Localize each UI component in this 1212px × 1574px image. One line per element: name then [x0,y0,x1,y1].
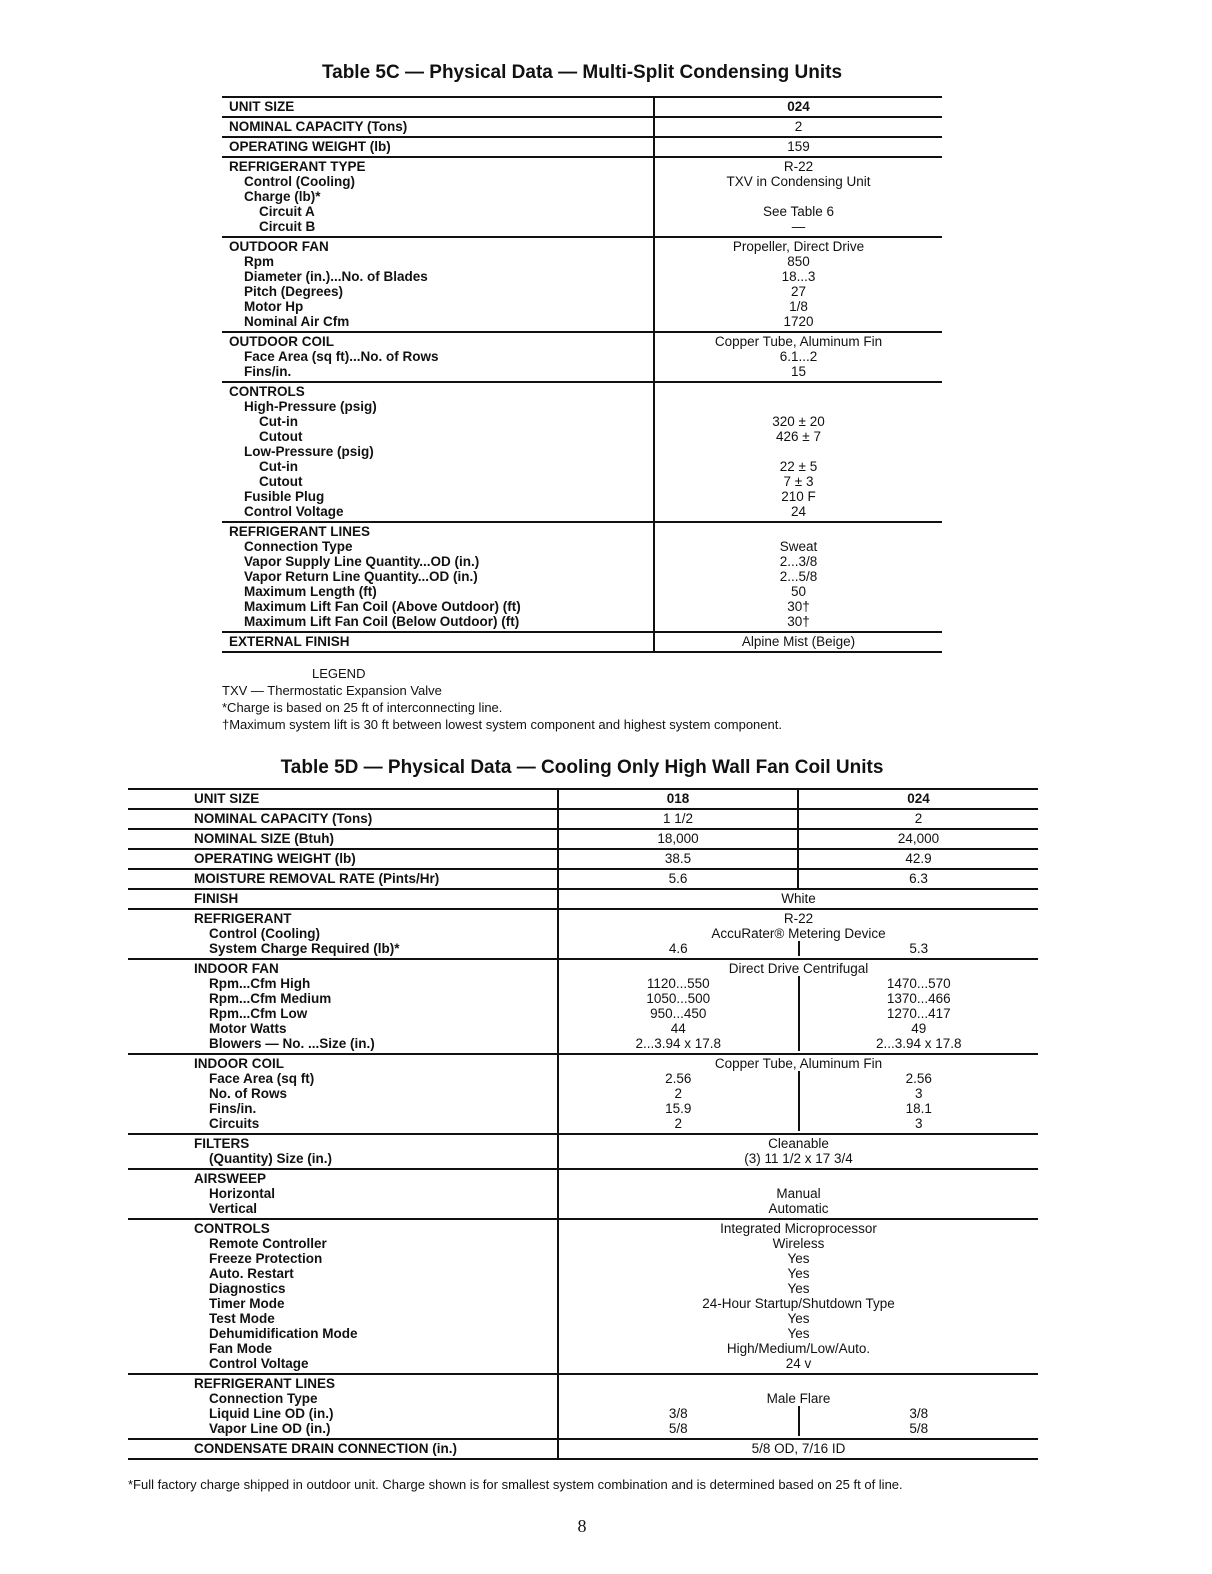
value-024 [798,789,1038,809]
value-018 [559,941,798,956]
row-value [558,909,1038,959]
value-cell: 024 [907,791,930,806]
label-cut-in: Cut-in [259,459,298,474]
value-cell: 6.3 [909,871,928,886]
row-label [222,237,654,332]
label-finish: FINISH [194,891,239,906]
table-row [128,829,1038,849]
row-value [654,332,942,382]
value-cell: 15.9 [665,1101,692,1116]
label-diagnostics: Diagnostics [209,1281,286,1296]
value-cell: 1270...417 [886,1006,951,1021]
label-operating-weight-lb: OPERATING WEIGHT (lb) [229,139,391,154]
row-label [222,97,654,117]
value-cell: Copper Tube, Aluminum Fin [714,1056,883,1071]
label-nominal-capacity-tons: NOMINAL CAPACITY (Tons) [194,811,373,826]
label-auto-restart: Auto. Restart [209,1266,294,1281]
value-cell [655,399,942,414]
row-value [558,1134,1038,1169]
value-cell: 1050...500 [646,991,711,1006]
value-cell: 1/8 [789,299,808,314]
split-columns [559,941,1038,956]
label-diameter-in-no-of-blades: Diameter (in.)...No. of Blades [244,269,428,284]
value-cell: 24 v [785,1356,812,1371]
label-system-charge-required-lb: System Charge Required (lb)* [209,941,400,956]
value-cell: See Table 6 [762,204,835,219]
label-cutout: Cutout [259,429,303,444]
label-control-voltage: Control Voltage [209,1356,309,1371]
value-cell: 018 [666,791,690,806]
value-cell: 1120...550 [646,976,710,991]
label-freeze-protection: Freeze Protection [209,1251,323,1266]
value-cell: Manual [776,1186,821,1201]
value-cell: 1370...466 [886,991,951,1006]
row-value [558,1219,1038,1374]
row-value [558,889,1038,909]
value-018 [558,869,798,889]
table-row [222,632,942,652]
note-charge: *Charge is based on 25 ft of interconnecting line. [222,700,503,715]
value-cell: 2...3.94 x 17.8 [875,1036,962,1051]
value-cell: 5/8 [668,1421,688,1436]
row-value [654,137,942,157]
label-control-cooling: Control (Cooling) [244,174,355,189]
value-024 [798,1071,1039,1131]
label-controls: CONTROLS [194,1221,270,1236]
value-cell: Direct Drive Centrifugal [728,961,869,976]
table-row [222,137,942,157]
label-charge-lb: Charge (lb)* [244,189,321,204]
label-dehumidification-mode: Dehumidification Mode [209,1326,358,1341]
label-rpm-cfm-medium: Rpm...Cfm Medium [209,991,332,1006]
label-vapor-return-line-quantity-od-in: Vapor Return Line Quantity...OD (in.) [244,569,478,584]
label-refrigerant-lines: REFRIGERANT LINES [194,1376,336,1391]
label-airsweep: AIRSWEEP [194,1171,267,1186]
label-controls: CONTROLS [229,384,305,399]
legend-title: LEGEND [312,666,366,681]
label-maximum-lift-fan-coil-below-outdoor-ft: Maximum Lift Fan Coil (Below Outdoor) (ft) [244,614,520,629]
label-circuit-a: Circuit A [259,204,315,219]
value-cell: 18.1 [905,1101,932,1116]
row-value [558,1169,1038,1219]
value-cell: AccuRater® Metering Device [711,926,886,941]
note-txv: TXV — Thermostatic Expansion Valve [222,683,442,698]
row-label [128,849,558,869]
value-cell: 22 ± 5 [779,459,818,474]
value-cell: Yes [787,1311,810,1326]
label-timer-mode: Timer Mode [209,1296,285,1311]
value-cell: 50 [790,584,807,599]
value-cell [655,444,942,459]
value-cell: 3 [914,1086,923,1101]
label-fins-in: Fins/in. [209,1101,257,1116]
row-label [128,1134,558,1169]
value-024 [798,941,1039,956]
value-cell: (3) 11 1/2 x 17 3/4 [744,1151,853,1166]
value-018 [558,789,798,809]
table-row [128,1169,1038,1219]
row-value [558,1054,1038,1134]
value-cell: 1 1/2 [662,811,694,826]
label-motor-hp: Motor Hp [244,299,304,314]
label-control-voltage: Control Voltage [244,504,344,519]
label-cut-in: Cut-in [259,414,298,429]
value-cell: Wireless [772,1236,825,1251]
row-label [222,137,654,157]
label-connection-type: Connection Type [209,1391,318,1406]
value-cell: 49 [911,1021,927,1036]
label-unit-size: UNIT SIZE [229,99,295,114]
row-label [128,1054,558,1134]
value-cell: 44 [670,1021,686,1036]
table-row [222,522,942,632]
value-cell: 2 [674,1116,682,1131]
value-cell: R-22 [783,159,814,174]
label-face-area-sq-ft: Face Area (sq ft) [209,1071,315,1086]
label-refrigerant: REFRIGERANT [194,911,292,926]
table-row [222,157,942,237]
table-row [128,1374,1038,1439]
value-cell: 24-Hour Startup/Shutdown Type [702,1296,895,1311]
label-vertical: Vertical [209,1201,258,1216]
value-cell: 5.6 [668,871,688,886]
label-rpm: Rpm [244,254,274,269]
table-row [222,97,942,117]
value-cell: 24 [790,504,807,519]
label-face-area-sq-ft-no-of-rows: Face Area (sq ft)...No. of Rows [244,349,439,364]
label-blowers-no-size-in: Blowers — No. ...Size (in.) [209,1036,375,1051]
label-pitch-degrees: Pitch (Degrees) [244,284,344,299]
label-liquid-line-od-in: Liquid Line OD (in.) [209,1406,334,1421]
split-columns [559,976,1038,1051]
value-cell: 42.9 [905,851,932,866]
table-row [222,382,942,522]
value-cell: 2...3/8 [779,554,818,569]
row-value [654,382,942,522]
table-row [128,789,1038,809]
row-label [222,632,654,652]
label-nominal-air-cfm: Nominal Air Cfm [244,314,350,329]
value-cell [559,1171,1038,1186]
row-label [128,1439,558,1459]
row-label [128,959,558,1054]
label-rpm-cfm-high: Rpm...Cfm High [209,976,311,991]
label-outdoor-coil: OUTDOOR COIL [229,334,334,349]
row-value [558,959,1038,1054]
value-024 [798,1406,1039,1436]
value-018 [558,849,798,869]
split-columns [559,1406,1038,1436]
label-motor-watts: Motor Watts [209,1021,287,1036]
row-label [128,829,558,849]
value-cell: 30† [787,614,810,629]
table-row [128,909,1038,959]
row-value [654,632,942,652]
value-cell [655,189,942,204]
value-cell: 2 [674,1086,682,1101]
value-cell: 210 F [781,489,816,504]
value-cell: 2...5/8 [779,569,818,584]
value-cell [559,1376,1038,1391]
table-row [128,869,1038,889]
value-018 [558,829,798,849]
value-018 [559,976,798,1051]
value-cell: 850 [787,254,810,269]
row-value [558,1374,1038,1439]
row-value [654,117,942,137]
value-cell: Male Flare [766,1391,831,1406]
label-vapor-supply-line-quantity-od-in: Vapor Supply Line Quantity...OD (in.) [244,554,480,569]
value-018 [559,1071,798,1131]
row-label [222,117,654,137]
table-5d-title: Table 5D — Physical Data — Cooling Only High Wall Fan Coil Units [280,757,884,778]
label-unit-size: UNIT SIZE [194,791,260,806]
row-value [654,157,942,237]
label-no-of-rows: No. of Rows [209,1086,287,1101]
value-cell: Automatic [768,1201,829,1216]
table-row [222,332,942,382]
value-cell: Alpine Mist (Beige) [741,634,856,649]
value-cell: Yes [787,1326,810,1341]
label-condensate-drain-connection-in: CONDENSATE DRAIN CONNECTION (in.) [194,1441,457,1456]
label-horizontal: Horizontal [209,1186,275,1201]
table-5d [128,788,1038,1460]
label-operating-weight-lb: OPERATING WEIGHT (lb) [194,851,356,866]
label-refrigerant-lines: REFRIGERANT LINES [229,524,371,539]
label-circuit-b: Circuit B [259,219,316,234]
value-cell: White [781,891,816,906]
label-maximum-length-ft: Maximum Length (ft) [244,584,377,599]
label-external-finish: EXTERNAL FINISH [229,634,350,649]
label-control-cooling: Control (Cooling) [209,926,320,941]
label-indoor-fan: INDOOR FAN [194,961,279,976]
label-high-pressure-psig: High-Pressure (psig) [244,399,377,414]
row-label [128,1219,558,1374]
value-cell: 1470...570 [886,976,951,991]
row-value [654,97,942,117]
value-cell: 15 [790,364,807,379]
value-cell: 5.3 [909,941,929,956]
value-024 [798,976,1039,1051]
table-row [128,1439,1038,1459]
value-cell: 3 [914,1116,923,1131]
value-cell: 2 [794,119,803,134]
value-cell: 3/8 [668,1406,688,1421]
label-nominal-size-btuh: NOMINAL SIZE (Btuh) [194,831,334,846]
value-cell: 5/8 [909,1421,929,1436]
label-maximum-lift-fan-coil-above-outdoor-ft: Maximum Lift Fan Coil (Above Outdoor) (ft) [244,599,521,614]
table-5c [222,96,942,653]
value-cell: 320 ± 20 [772,414,825,429]
label-moisture-removal-rate-pints-hr: MOISTURE REMOVAL RATE (Pints/Hr) [194,871,440,886]
table-row [128,889,1038,909]
table-row [128,849,1038,869]
row-value [558,1439,1038,1459]
row-label [128,889,558,909]
value-cell: 2.56 [905,1071,932,1086]
table-row [128,1219,1038,1374]
row-value [654,522,942,632]
value-cell: — [791,219,806,234]
row-label [128,1169,558,1219]
value-cell: 38.5 [664,851,692,866]
table-row [128,809,1038,829]
table-5c-title: Table 5C — Physical Data — Multi-Split Condensing Units [321,62,843,83]
label-low-pressure-psig: Low-Pressure (psig) [244,444,374,459]
value-cell: 950...450 [650,1006,707,1021]
value-cell: 2.56 [665,1071,692,1086]
label-fan-mode: Fan Mode [209,1341,272,1356]
value-cell: R-22 [783,911,814,926]
value-024 [798,809,1038,829]
label-fusible-plug: Fusible Plug [244,489,325,504]
value-cell: 024 [787,99,810,114]
row-label [128,1374,558,1439]
value-cell: 7 ± 3 [783,474,814,489]
row-label [222,332,654,382]
value-cell: 24,000 [897,831,940,846]
value-cell: 18,000 [657,831,699,846]
label-rpm-cfm-low: Rpm...Cfm Low [209,1006,308,1021]
row-value [654,237,942,332]
value-cell: 2 [914,811,923,826]
row-label [128,789,558,809]
label-nominal-capacity-tons: NOMINAL CAPACITY (Tons) [229,119,408,134]
value-cell: 27 [790,284,807,299]
row-label [128,869,558,889]
page-number: 8 [577,1516,587,1536]
row-label [128,909,558,959]
value-cell: 6.1...2 [779,349,818,364]
row-label [128,809,558,829]
row-label [222,157,654,237]
table-row [128,1054,1038,1134]
value-cell: TXV in Condensing Unit [726,174,871,189]
value-cell: Yes [787,1251,810,1266]
label-test-mode: Test Mode [209,1311,275,1326]
value-cell: Yes [787,1281,810,1296]
table-row [222,237,942,332]
table-row [128,1134,1038,1169]
value-cell: 18...3 [781,269,816,284]
table-row [222,117,942,137]
row-label [222,382,654,522]
value-cell: 30† [787,599,810,614]
label-outdoor-fan: OUTDOOR FAN [229,239,329,254]
table-row [128,959,1038,1054]
table-5c-notes [222,665,782,733]
label-cutout: Cutout [259,474,303,489]
value-cell: Yes [787,1266,810,1281]
note-lift: †Maximum system lift is 30 ft between lowest system component and highest system component. [222,717,782,732]
value-cell: 5/8 OD, 7/16 ID [751,1441,846,1456]
value-cell: 4.6 [668,941,688,956]
label-remote-controller: Remote Controller [209,1236,327,1251]
value-cell: Sweat [779,539,818,554]
table-5d-footnote: *Full factory charge shipped in outdoor unit. Charge shown is for smallest system combination and is determined based on 25 ft of line. [128,1477,903,1492]
value-cell [655,524,942,539]
value-cell: 1720 [783,314,814,329]
split-columns [559,1071,1038,1131]
label-vapor-line-od-in: Vapor Line OD (in.) [209,1421,331,1436]
label-circuits: Circuits [209,1116,260,1131]
value-018 [558,809,798,829]
label-fins-in: Fins/in. [244,364,292,379]
value-cell: 159 [787,139,810,154]
value-cell: Cleanable [768,1136,829,1151]
label-filters: FILTERS [194,1136,250,1151]
value-024 [798,829,1038,849]
value-cell: 3/8 [909,1406,929,1421]
label-refrigerant-type: REFRIGERANT TYPE [229,159,366,174]
label-quantity-size-in: (Quantity) Size (in.) [209,1151,332,1166]
value-cell: 426 ± 7 [776,429,821,444]
value-024 [798,849,1038,869]
label-indoor-coil: INDOOR COIL [194,1056,284,1071]
value-024 [798,869,1038,889]
value-cell: Propeller, Direct Drive [732,239,865,254]
label-connection-type: Connection Type [244,539,353,554]
value-cell: Integrated Microprocessor [720,1221,877,1236]
value-cell: Copper Tube, Aluminum Fin [714,334,883,349]
value-cell: High/Medium/Low/Auto. [726,1341,871,1356]
value-cell: 2...3.94 x 17.8 [635,1036,722,1051]
value-018 [559,1406,798,1436]
row-label [222,522,654,632]
value-cell [655,384,942,399]
